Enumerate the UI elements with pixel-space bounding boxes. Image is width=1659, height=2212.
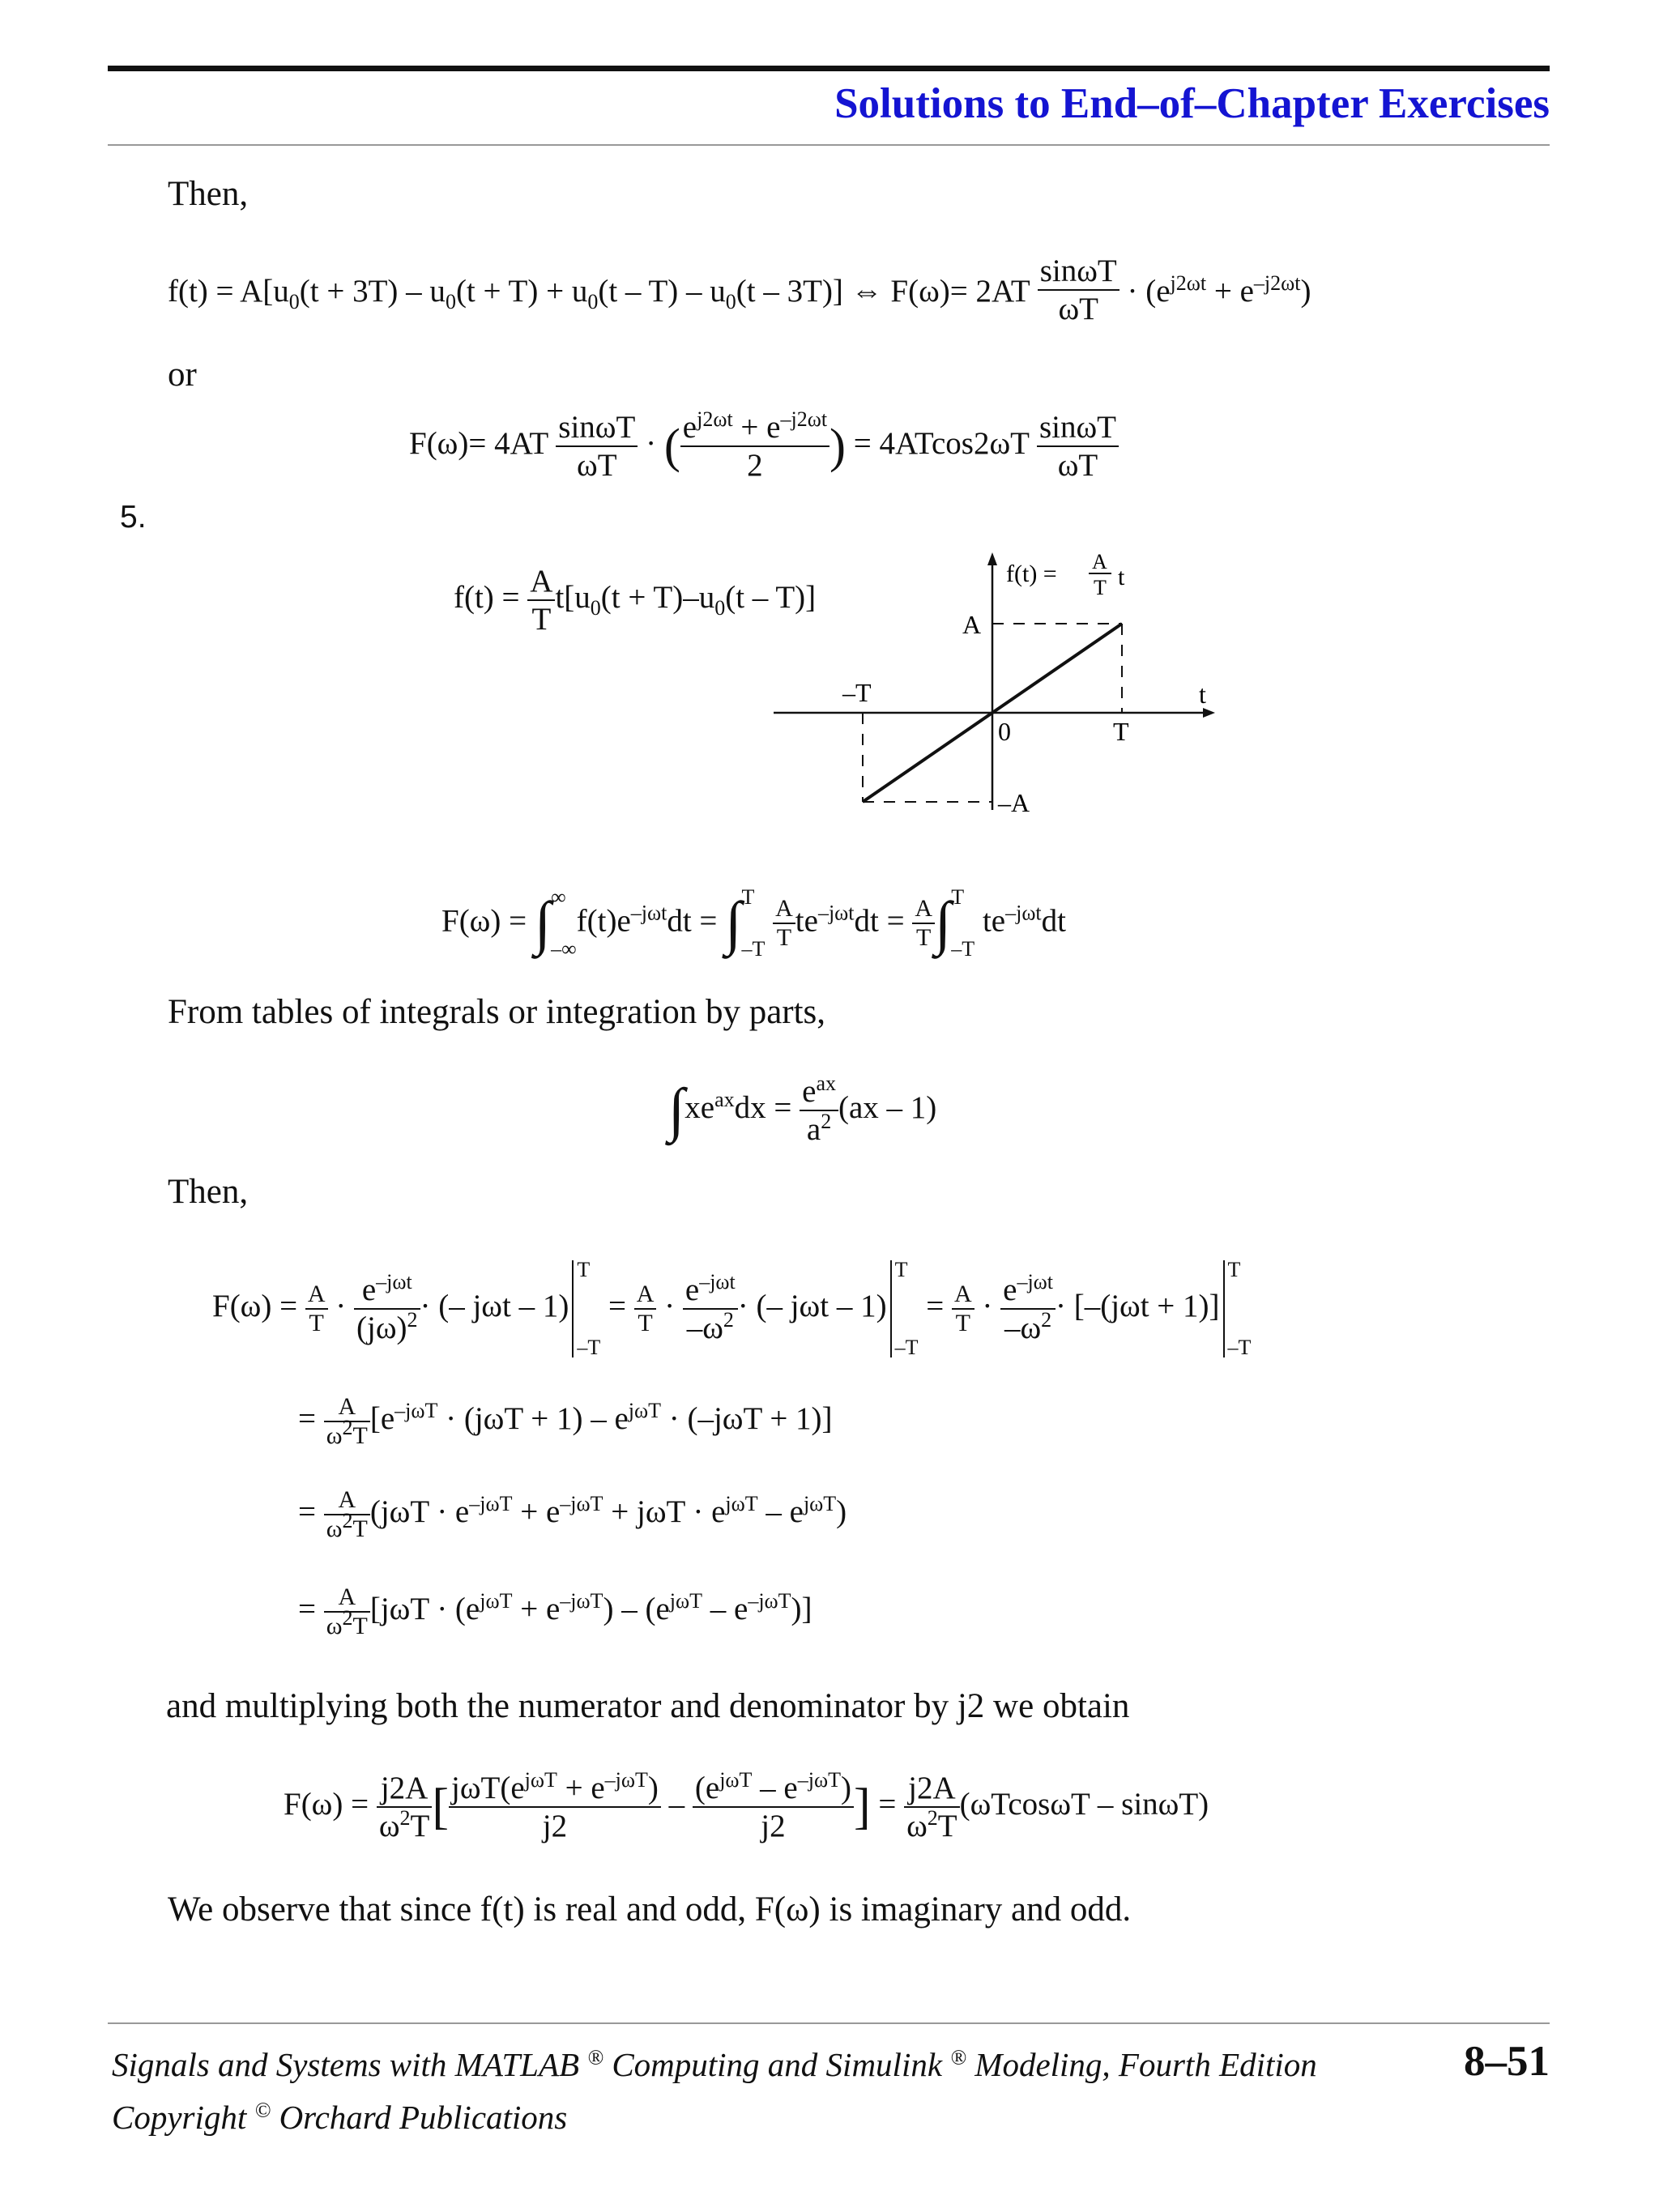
graph-label-T-frac: T bbox=[1094, 576, 1107, 599]
equation-fourier-integral: F(ω) = ∫ ∞ –∞ $f(t)e^{-j\omega t}dt$ = ∫ T –T $\frac{A}{T}$ $te^{-j\omega t}dt$ = $\frac{A}{T}$ ∫ T –T $te^{-j\omega t}dt$ bbox=[441, 885, 1066, 961]
equation-ft-def: f(t) = $\frac{A}{T}$ $t[u_0(t + T)-u_0(t - T)]$ bbox=[454, 564, 817, 637]
t-axis-arrow bbox=[1203, 708, 1215, 718]
footer-rule bbox=[108, 2022, 1550, 2024]
integrals-intro: From tables of integrals or integration by parts, bbox=[168, 993, 826, 1031]
exercise-number: 5. bbox=[120, 500, 147, 535]
equation-ft-pair: $f(t) = A[u_0(t + 3T) - u_0(t + T) + u_0(t - T) - u_0(t - 3T)]$ ⇔ F(ω)= 2AT $\frac{\sin\omega T}{\omega T}$ · $(e^{j2\omega t} + e^{-j2\omega t})$ bbox=[168, 254, 1311, 326]
ramp-graph bbox=[761, 543, 1231, 834]
f-axis-arrow bbox=[987, 552, 997, 565]
or-label: or bbox=[168, 356, 197, 394]
then-label-2: Then, bbox=[168, 1173, 249, 1211]
equation-evaluation-step2: = $\frac{A}{\omega 2T}$ $[e^{-j\omega T} \cdot (j\omega T + 1) - e^{j\omega T} \cdot (-j\omega T + 1)]$ bbox=[298, 1393, 833, 1449]
page-number: 8–51 bbox=[1464, 2038, 1550, 2085]
label-zero: 0 bbox=[998, 717, 1011, 746]
equation-cos-form: F(ω)= 4AT $\frac{\sin\omega T}{\omega T}$ · ( $\frac{e^{j2\omega t} + e^{-j2\omega t}}{2}$ ) = 4ATcos2ωT $\frac{\sin\omega T}{\omega T}$ bbox=[409, 409, 1119, 484]
graph-function-label: f(t) = bbox=[1006, 560, 1057, 587]
label-t: t bbox=[1199, 680, 1206, 709]
footer-copyright: Copyright © Orchard Publications bbox=[112, 2098, 568, 2136]
graph-slope-var: t bbox=[1118, 564, 1125, 590]
label-T: T bbox=[1113, 717, 1129, 746]
header-rule bbox=[108, 144, 1550, 146]
multiply-text: and multiplying both the numerator and denominator by j2 we obtain bbox=[166, 1687, 1130, 1725]
equation-evaluation-step1: F(ω) = $\frac{A}{T}$ · $\frac{e^{-j\omega t}}{(j\omega)^2}$ · (– jωt – 1) T –T = $\frac{A}{T}$ · $\frac{e^{-j\omega t}}{-\omega^2}$ · (– jωt – 1) T –T = $\frac{A}{T}$ · $\frac{e^{-j\omega t}}{-\omega^2}$ · [–(jωt + 1)] T –T bbox=[212, 1258, 1252, 1359]
equation-evaluation-step4: = $\frac{A}{\omega 2T}$ $[j\omega T \cdot (e^{j\omega T} + e^{-j\omega T}) - (e^{j\omega T} - e^{-j\omega T})]$ bbox=[298, 1583, 812, 1639]
equation-integral-table: $\int xe^{ax}dx$ = $\frac{e^{ax}}{a^2}$ (ax – 1) bbox=[668, 1072, 937, 1147]
label-minus-T: –T bbox=[842, 678, 872, 707]
then-label-1: Then, bbox=[168, 175, 249, 213]
equation-final-result: F(ω) = $\frac{j2A}{\omega^2T}$ [ $\frac{j\omega T(e^{j\omega T} + e^{-j\omega T})}{j2}$ – $\frac{(e^{j\omega T} - e^{-j\omega T})}{j2}$ ] = $\frac{j2A}{\omega^2T}$ (ωTcosωT – sinωT) bbox=[284, 1768, 1209, 1843]
graph-label-A-frac: A bbox=[1092, 550, 1107, 573]
top-rule bbox=[108, 66, 1550, 71]
label-minus-A: –A bbox=[998, 788, 1030, 817]
equation-evaluation-step3: = $\frac{A}{\omega 2T}$ $(j\omega T \cdot e^{-j\omega T} + e^{-j\omega T} + j\omega T \cdot e^{j\omega T} - e^{j\omega T})$ bbox=[298, 1486, 847, 1542]
footer-book-title: Signals and Systems with MATLAB ® Computing and Simulink ® Modeling, Fourth Edition bbox=[112, 2045, 1317, 2083]
running-header: Solutions to End–of–Chapter Exercises bbox=[834, 80, 1550, 127]
conclusion-text: We observe that since f(t) is real and odd, F(ω) is imaginary and odd. bbox=[168, 1890, 1132, 1929]
label-A: A bbox=[962, 610, 982, 639]
